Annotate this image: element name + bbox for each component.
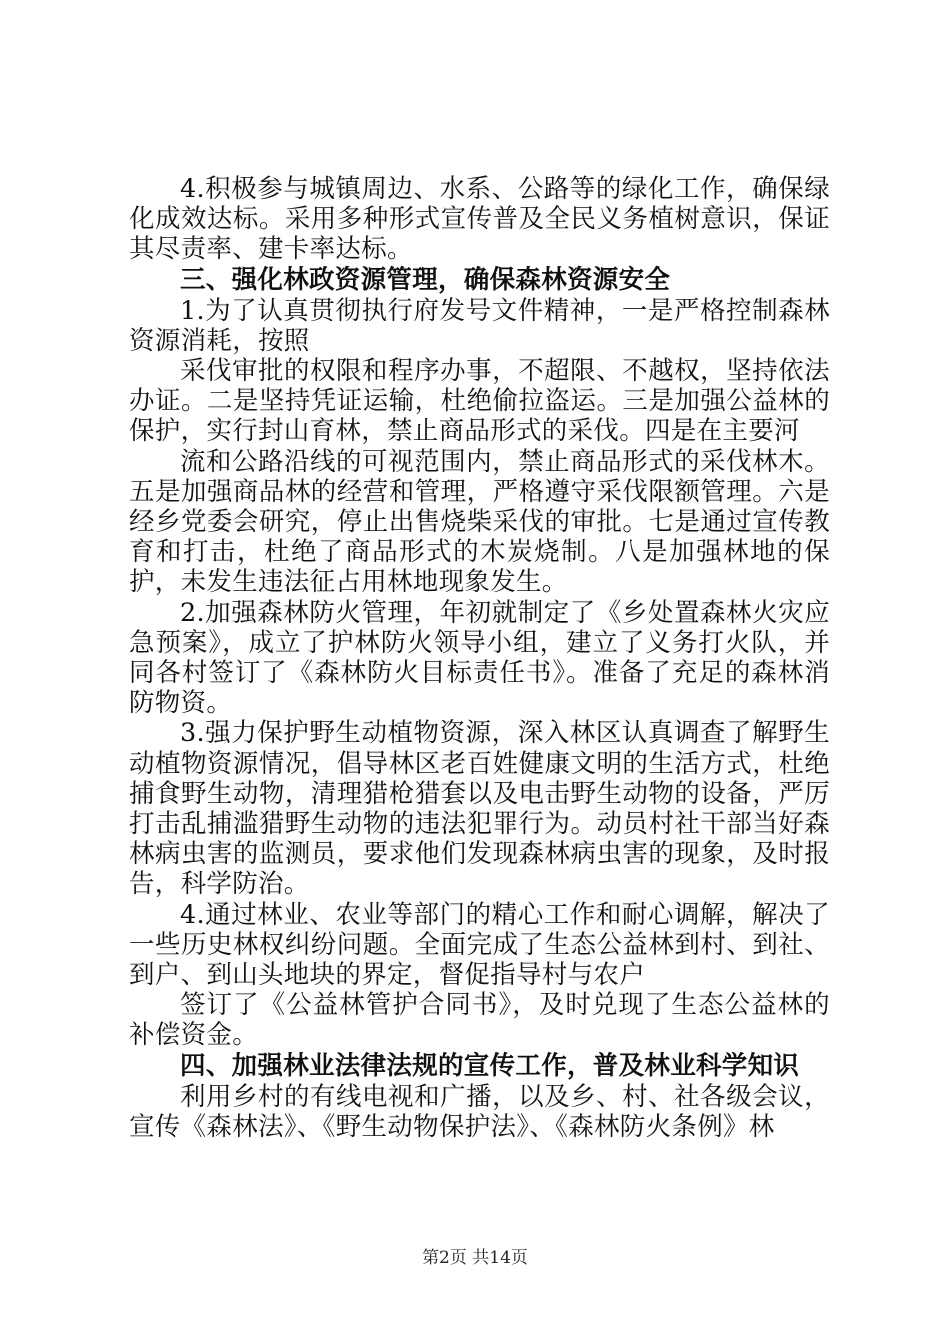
paragraph-resource-1: 1.为了认真贯彻执行府发号文件精神，一是严格控制森林资源消耗，按照 bbox=[129, 295, 830, 356]
paragraph-resource-1-cont: 采伐审批的权限和程序办事，不超限、不越权，坚持依法办证。二是坚持凭证运输，杜绝偷拉盗运。三是加强公益林的保护，实行封山育林，禁止商品形式的采伐。四是在主要河 bbox=[129, 356, 830, 447]
paragraph-forest-rights-cont: 签订了《公益林管护合同书》，及时兑现了生态公益林的补偿资金。 bbox=[129, 990, 830, 1051]
page-footer bbox=[0, 1243, 950, 1268]
section-heading-3: 三、强化林政资源管理，确保森林资源安全 bbox=[180, 264, 671, 295]
paragraph-forest-rights: 4.通过林业、农业等部门的精心工作和耐心调解，解决了一些历史林权纠纷问题。全面完成了生态公益林到村、到社、到户、到山头地块的界定，督促指导村与农户 bbox=[129, 899, 830, 991]
paragraph-publicity: 利用乡村的有线电视和广播，以及乡、村、社各级会议，宣传《森林法》、《野生动物保护法》、《森林防火条例》林 bbox=[129, 1081, 830, 1142]
document-body bbox=[129, 174, 830, 1142]
paragraph-wildlife: 3.强力保护野生动植物资源，深入林区认真调查了解野生动植物资源情况，倡导林区老百姓健康文明的生活方式，杜绝捕食野生动物，清理猎枪猎套以及电击野生动物的设备，严厉打击乱捕滥猎野生动物的违法犯罪行为。动员村社干部当好森林病虫害的监测员，要求他们发现森林病虫害的现象，及时报告，科学防治。 bbox=[129, 718, 830, 900]
section-heading-4: 四、加强林业法律法规的宣传工作，普及林业科学知识 bbox=[180, 1050, 800, 1081]
paragraph-fire-prevention: 2.加强森林防火管理，年初就制定了《乡处置森林火灾应急预案》，成立了护林防火领导小组，建立了义务打火队，并同各村签订了《森林防火目标责任书》。准备了充足的森林消防物资。 bbox=[129, 597, 830, 719]
page-number: 第2页 共14页 bbox=[422, 1248, 528, 1268]
paragraph-greening: 4.积极参与城镇周边、水系、公路等的绿化工作，确保绿化成效达标。采用多种形式宣传普及全民义务植树意识，保证其尽责率、建卡率达标。 bbox=[129, 174, 830, 265]
paragraph-resource-1-cont2: 流和公路沿线的可视范围内，禁止商品形式的采伐林木。五是加强商品林的经营和管理，严格遵守采伐限额管理。六是经乡党委会研究，停止出售烧柴采伐的审批。七是通过宣传教育和打击，杜绝了商品形式的木炭烧制。八是加强林地的保护，未发生违法征占用林地现象发生。 bbox=[129, 446, 830, 598]
